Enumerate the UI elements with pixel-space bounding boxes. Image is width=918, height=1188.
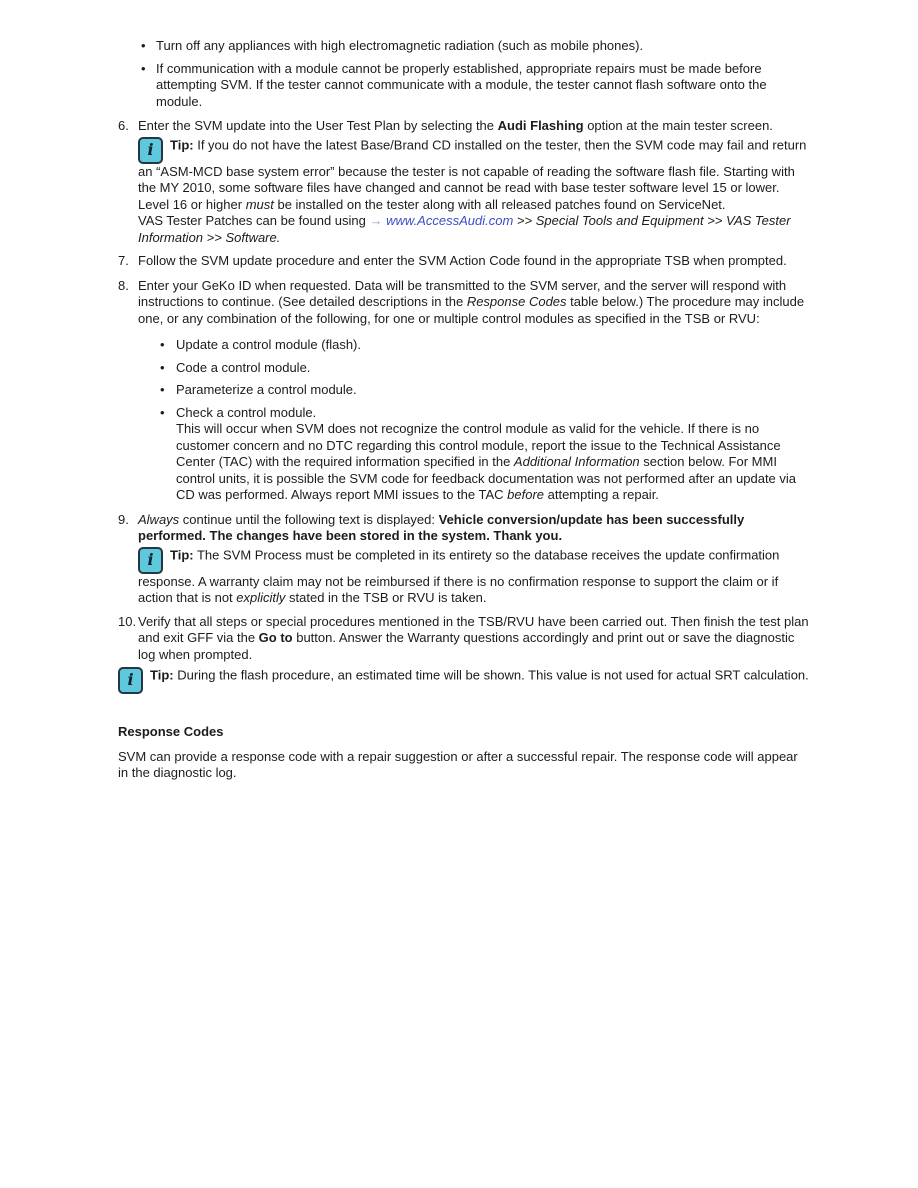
step-text: Verify that all steps or special procedures mentioned in the TSB/RVU have been carried out. Then finish the test plan and exit GFF via the (138, 613, 809, 645)
tip-box-1 (138, 137, 810, 247)
bullet-text: Turn off any appliances with high electromagnetic radiation (such as mobile phones). (156, 38, 644, 53)
step-8 (118, 278, 810, 504)
step-text-bold: Vehicle conversion/update has been successfully performed. The changes have been stored in the system. Thank you. (138, 511, 745, 543)
tip-text: stated in the TSB or RVU is taken. (285, 590, 487, 605)
list-item (158, 360, 810, 377)
info-tip-icon: i (138, 137, 163, 164)
bullet-text: Update a control module (flash). (176, 337, 361, 352)
info-tip-icon: i (118, 667, 143, 694)
tip-label: Tip: (170, 136, 194, 152)
tip-text-italic: must (245, 196, 274, 212)
step-number: 9. (118, 511, 129, 527)
info-tip-icon: i (138, 547, 163, 574)
step-text: button. Answer the Warranty questions accordingly and print out or save the diagnostic log when prompted. (138, 630, 795, 662)
step-body (138, 118, 810, 135)
step-number: 8. (118, 277, 129, 293)
tip-text: be installed on the tester along with all released patches found on ServiceNet. (273, 196, 726, 212)
step-text-bold: Go to (258, 630, 293, 645)
module-action-list (158, 337, 810, 504)
step-text: Enter your GeKo ID when requested. Data will be transmitted to the SVM server, and the server will respond with instructions to continue. (See detailed descriptions in the (138, 277, 787, 309)
step-body (138, 614, 810, 664)
step-text-italic: Response Codes (466, 294, 567, 309)
bullet-text-italic: Additional Information (513, 454, 640, 469)
step-number: 7. (118, 253, 129, 268)
step-text: table below.) The procedure may include one, or any combination of the following, for one or multiple control modules as specified in the TSB or RVU: (138, 294, 805, 326)
bullet-text: This will occur when SVM does not recognize the control module as valid for the vehicle. If there is no customer concern and no DTC regarding this control module, report the issue to the Technical Assistance Center (TAC) with the required information specified in the (176, 421, 781, 469)
list-item (118, 61, 810, 111)
step-number: 10. (118, 613, 137, 629)
step-text: Enter the SVM update into the User Test Plan by selecting the (138, 118, 498, 133)
response-codes-heading: Response Codes (118, 724, 224, 739)
bullet-text: Parameterize a control module. (176, 382, 357, 397)
list-item (158, 405, 810, 504)
list-item (118, 38, 810, 55)
tip-label: Tip: (150, 667, 174, 683)
tip-label: Tip: (170, 546, 194, 562)
step-9 (118, 512, 810, 545)
step-body (138, 278, 810, 504)
document-content (118, 38, 810, 782)
tip-text: The SVM Process must be completed in its entirety so the database receives the update confirmation response. A warranty claim may not be reimbursed if there is no confirmation response to support the claim or if action that is not (138, 546, 780, 605)
bullet-text: Check a control module. (176, 404, 317, 420)
intro-bullet-list (118, 38, 810, 110)
step-body (138, 253, 810, 270)
step-text-italic: Always (138, 511, 180, 527)
tip-text: If you do not have the latest Base/Brand CD installed on the tester, then the SVM code may fail and return an “ASM-MCD base system error” because the tester is not capable of reading the software flash file. Starting with the MY 2010, some software files have changed and cannot be read with base tester software level 15 or lower. Level 16 or higher (138, 136, 807, 212)
bullet-text-italic: before (507, 487, 545, 502)
tip-box-3 (118, 667, 810, 694)
step-text: continue until the following text is displayed: (179, 511, 439, 527)
bullet-text: Code a control module. (176, 359, 311, 375)
tip-box-2 (138, 547, 810, 607)
list-item (158, 337, 810, 354)
bullet-text: section below. For MMI control units, it is possible the SVM code for feedback documentation was not performed after an update via CD was performed. Always report MMI issues to the TAC (176, 454, 797, 502)
tip-text-italic: explicitly (236, 590, 286, 605)
list-item (158, 382, 810, 399)
step-number: 6. (118, 118, 129, 133)
response-codes-paragraph: SVM can provide a response code with a repair suggestion or after a successful repair. The response code will appear in the diagnostic log. (118, 748, 798, 780)
step-7 (118, 253, 810, 270)
step-text-bold: Audi Flashing (497, 118, 584, 133)
step-6 (118, 118, 810, 135)
step-text: Follow the SVM update procedure and enter the SVM Action Code found in the appropriate TSB when prompted. (138, 253, 787, 268)
bullet-text: If communication with a module cannot be properly established, appropriate repairs must be made before attempting SVM. If the tester cannot communicate with a module, the tester cannot flash software onto the module. (156, 60, 767, 109)
link-accessaudi[interactable]: www.AccessAudi.com (386, 213, 514, 228)
bullet-text: attempting a repair. (544, 487, 659, 502)
tip-text-italic: >> Special Tools and Equipment >> VAS Tester Information >> Software. (138, 213, 791, 245)
tip-text: During the flash procedure, an estimated time will be shown. This value is not used for actual SRT calculation. (173, 667, 809, 683)
step-10 (118, 614, 810, 664)
step-text: option at the main tester screen. (583, 118, 773, 133)
step-body (138, 512, 810, 545)
tip-text: VAS Tester Patches can be found using (138, 213, 370, 228)
arrow-glyph: → (369, 213, 387, 228)
